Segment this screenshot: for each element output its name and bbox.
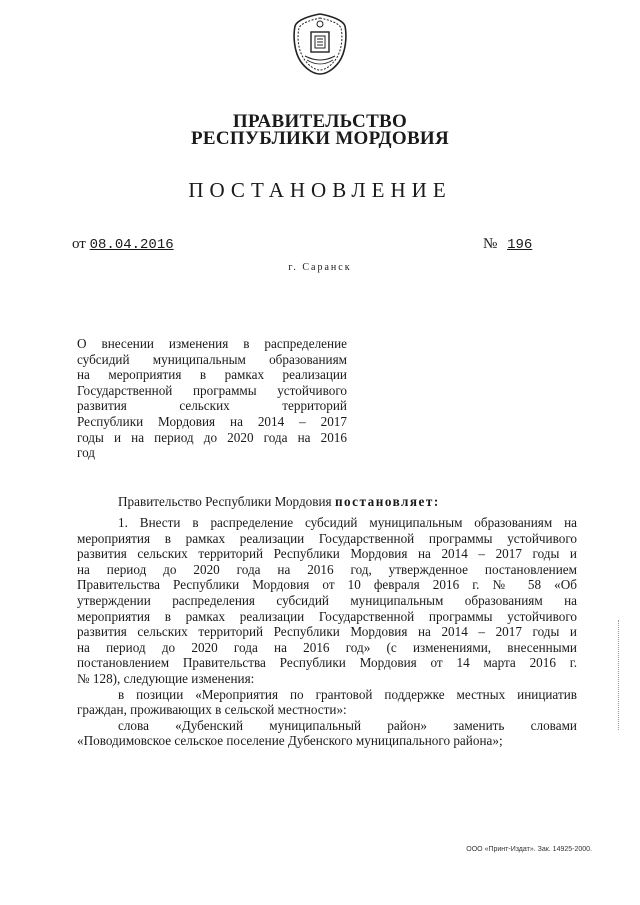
body-line: «Поводимовское сельское поселение Дубенского муниципального района»; (77, 733, 503, 749)
subject-line: развития сельских территорий (77, 398, 347, 414)
subject-line: субсидий муниципальным образованиям (77, 351, 347, 367)
margin-scan-mark (618, 620, 620, 730)
body-line: граждан, проживающих в сельской местности»: (77, 702, 347, 718)
org-name-line2: РЕСПУБЛИКИ МОРДОВИЯ (190, 128, 450, 149)
subject-block (77, 336, 347, 461)
intro-action: постановляет: (334, 494, 440, 509)
body-line: Правительства Республики Мордовия от 10 февраля 2016 г. № 58 «Об (77, 577, 577, 593)
coat-of-arms-emblem (291, 12, 349, 76)
body-line: развития сельских территорий Республики Мордовия на 2014 – 2017 годы и (77, 624, 577, 640)
body-line: № 128), следующие изменения: (77, 670, 255, 686)
org-name-line1: ПРАВИТЕЛЬСТВО (232, 111, 408, 132)
body-line: мероприятия в рамках реализации Государственной программы устойчивого (77, 530, 577, 546)
city-label: г. Саранск (288, 262, 352, 273)
body-line: развития сельских территорий Республики Мордовия на 2014 – 2017 годы и (77, 546, 577, 562)
subject-line: на мероприятия в рамках реализации (77, 367, 347, 383)
intro-prefix: Правительство Республики Мордовия (118, 494, 335, 509)
subject-line: О внесении изменения в распределение (77, 336, 347, 351)
date-prefix: от (72, 236, 86, 252)
body-line: на период до 2020 года на 2016 год, утвержденное постановлением (77, 561, 577, 577)
number-prefix: № (483, 236, 498, 252)
number-line (483, 236, 554, 253)
body-line: 1. Внести в распределение субсидий муниципальным образованиям на (118, 515, 577, 530)
intro-paragraph (118, 494, 578, 510)
body-line: утверждении распределения субсидий муниципальным образованиям на (77, 592, 577, 608)
subject-line: год (77, 445, 96, 461)
body-line: слова «Дубенский муниципальный район» заменить словами (118, 717, 577, 733)
document-date: 08.04.2016 (89, 237, 174, 253)
body-line: мероприятия в рамках реализации Государственной программы устойчивого (77, 608, 577, 624)
document-type-title: ПОСТАНОВЛЕНИЕ (188, 178, 452, 202)
subject-line: годы и на период до 2020 года на 2016 (77, 429, 347, 445)
body-line: на период до 2020 года на 2016 год» (с изменениями, внесенными (77, 639, 577, 655)
subject-line: Государственной программы устойчивого (77, 382, 347, 398)
decree-body (77, 515, 577, 749)
date-line (72, 236, 174, 253)
printer-imprint: ООО «Принт-Издат». Зак. 14925-2000. (466, 846, 592, 853)
subject-line: Республики Мордовия на 2014 – 2017 (77, 413, 347, 429)
body-line: постановлением Правительства Республики Мордовия от 14 марта 2016 г. (77, 655, 577, 671)
document-number: 196 (507, 237, 533, 253)
body-line: в позиции «Мероприятия по грантовой поддержке местных инициатив (118, 686, 577, 702)
